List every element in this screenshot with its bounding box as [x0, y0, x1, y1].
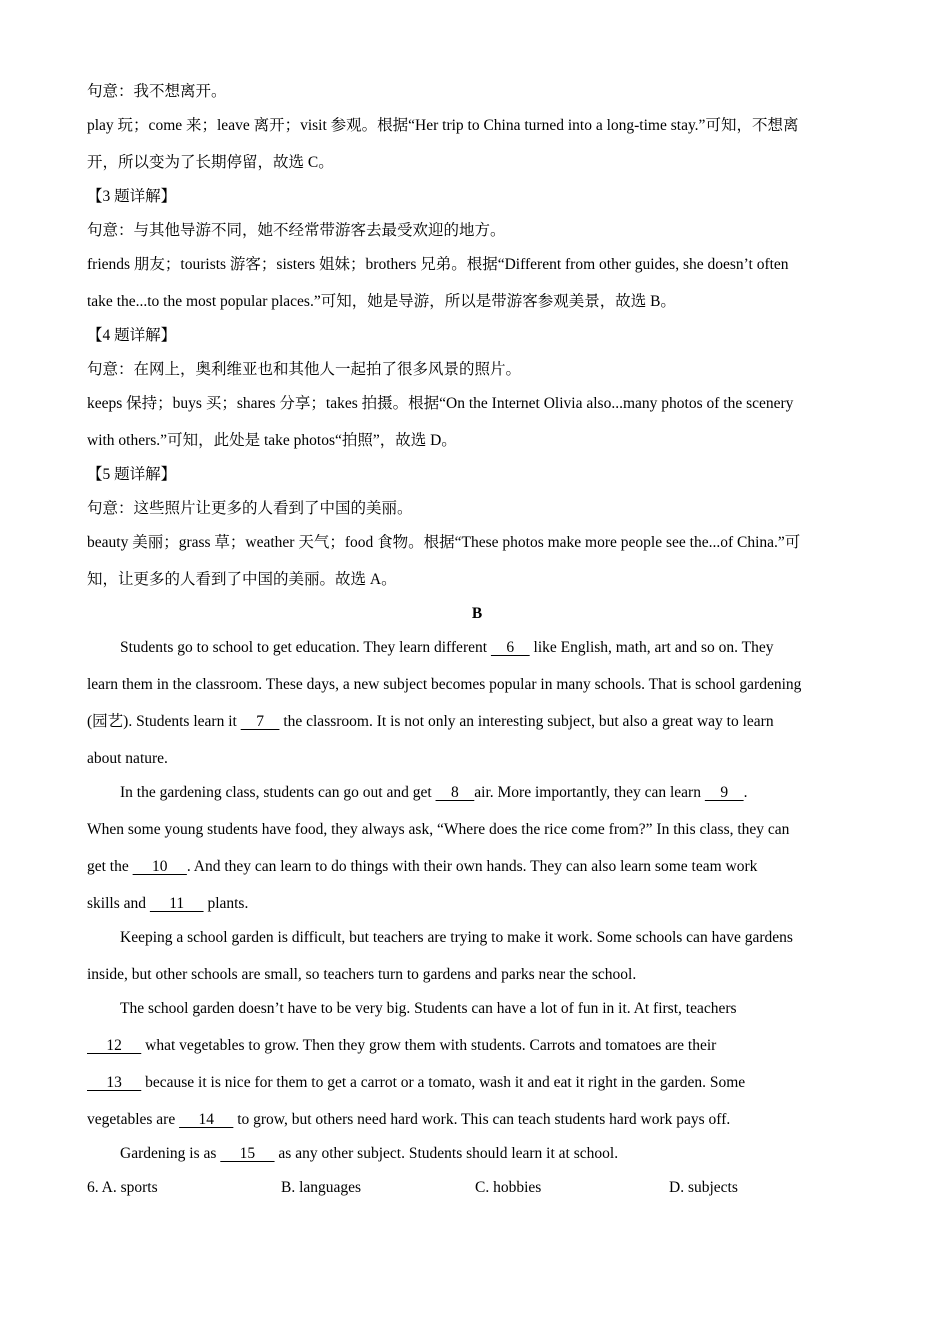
sentence-meaning: 句意：这些照片让更多的人看到了中国的美丽。 — [87, 500, 413, 517]
explanation-q4 — [87, 322, 867, 461]
passage-paragraph-5: Gardening is as 15 as any other subject. Students should learn it at school. — [120, 1145, 619, 1162]
explanation-text: 开，所以变为了长期停留，故选 C。 — [87, 154, 334, 171]
explanation-q3 — [87, 183, 867, 322]
explanation-text: with others.”可知，此处是 take photos“拍照”，故选 D。 — [87, 432, 457, 449]
sentence-meaning: 句意：我不想离开。 — [87, 83, 227, 100]
option-b: B. languages — [281, 1179, 362, 1196]
explanation-q2 — [87, 78, 867, 183]
explanation-text: take the...to the most popular places.”可知，她是导游，所以是带游客参观美景，故选 B。 — [87, 293, 676, 310]
blank-15: 15 — [220, 1145, 275, 1162]
explanation-heading: 【5 题详解】 — [87, 466, 177, 483]
sentence-meaning: 句意：与其他导游不同，她不经常带游客去最受欢迎的地方。 — [87, 222, 506, 239]
blank-8: 8 — [435, 784, 475, 801]
blank-13: 13 — [87, 1074, 142, 1091]
explanation-text: play 玩；come 来；leave 离开；visit 参观。根据“Her trip to China turned into a long-time stay.”可知，不想离 — [87, 117, 799, 134]
sentence-meaning: 句意：在网上，奥利维亚也和其他人一起拍了很多风景的照片。 — [87, 361, 522, 378]
passage-paragraph-2: In the gardening class, students can go out and get 8 air. More importantly, they can learn 9 . When some young students have food, they always ask, “Where does the rice come from?” In this class, they can get the 10 . And they can learn to do things with their own hands. They can also learn some team work skills and 11 plants. — [87, 784, 790, 912]
blank-14: 14 — [179, 1111, 234, 1128]
explanation-text: friends 朋友；tourists 游客；sisters 姐妹；brothers 兄弟。根据“Different from other guides, she doesn’t often — [87, 256, 789, 273]
passage-paragraph-1: Students go to school to get education. They learn different 6 like English, math, art and so on. They learn them in the classroom. These days, a new subject becomes popular in many schools. That is school gardening (园艺). Students learn it 7 the classroom. It is not only an interesting subject, but also a great way to learn about nature. — [87, 639, 802, 767]
blank-10: 10 — [132, 858, 187, 875]
blank-12: 12 — [87, 1037, 142, 1054]
passage-paragraph-4: The school garden doesn’t have to be very big. Students can have a lot of fun in it. At first, teachers 12 what vegetables to grow. Then they grow them with students. Carrots and tomatoes are their 13 because it is nice for them to get a carrot or a tomato, wash it and eat it right in the garden. Some vegetables are 14 to grow, but others need hard work. This can teach students hard work pays off. — [87, 1000, 746, 1128]
blank-11: 11 — [149, 895, 204, 912]
section-title: B — [471, 605, 483, 622]
explanation-text: beauty 美丽；grass 草；weather 天气；food 食物。根据“These photos make more people see the...of China.”可 — [87, 534, 801, 551]
document-page — [87, 78, 867, 1208]
explanation-text: keeps 保持；buys 买；shares 分享；takes 拍摄。根据“On the Internet Olivia also...many photos of the scenery — [87, 395, 794, 412]
explanation-q5 — [87, 461, 867, 600]
passage-paragraph-3: Keeping a school garden is difficult, but teachers are trying to make it work. Some schools can have gardens inside, but other schools are small, so teachers turn to gardens and parks near the school. — [87, 929, 793, 983]
question-6-options — [87, 1174, 867, 1208]
option-c: C. hobbies — [475, 1179, 542, 1196]
blank-9: 9 — [704, 784, 744, 801]
blank-6: 6 — [490, 639, 530, 656]
explanation-text: 知，让更多的人看到了中国的美丽。故选 A。 — [87, 571, 397, 588]
blank-7: 7 — [240, 713, 280, 730]
explanation-heading: 【3 题详解】 — [87, 188, 177, 205]
explanation-heading: 【4 题详解】 — [87, 327, 177, 344]
option-a: 6. A. sports — [87, 1179, 158, 1196]
option-d: D. subjects — [669, 1179, 738, 1196]
